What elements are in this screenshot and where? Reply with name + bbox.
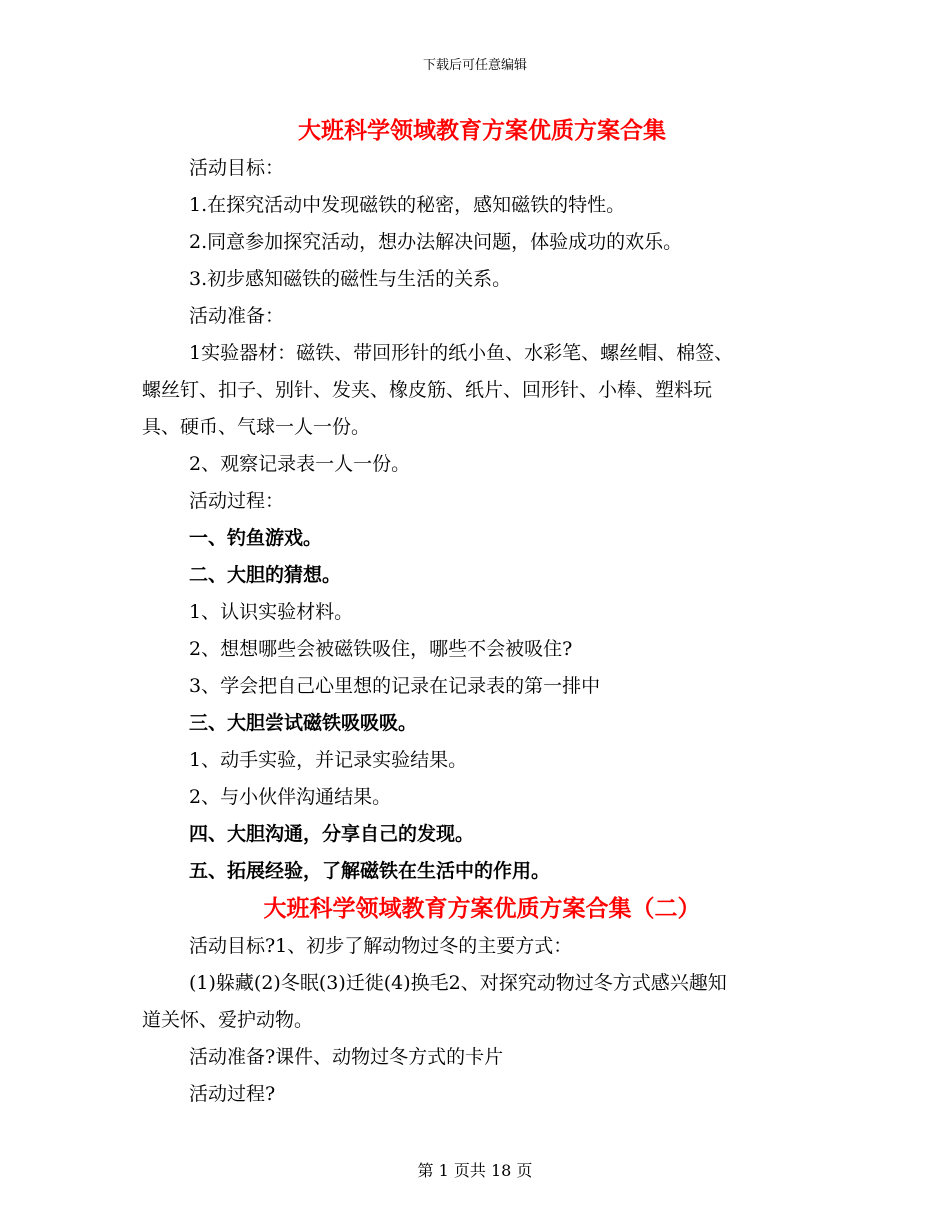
page-footer: 第 1 页共 18 页 <box>417 1161 533 1180</box>
section-1-heading: 五、拓展经验，了解磁铁在生活中的作用。 <box>189 860 551 882</box>
section-1-line: 1、动手实验，并记录实验结果。 <box>189 749 468 771</box>
section-1-heading: 三、大胆尝试磁铁吸吸吸。 <box>189 712 418 734</box>
section-1-line: 2、与小伙伴沟通结果。 <box>189 786 392 808</box>
section-1-line: 活动准备： <box>189 305 285 327</box>
section-1-line: 1实验器材：磁铁、带回形针的纸小鱼、水彩笔、螺丝帽、棉签、 <box>189 342 734 364</box>
section-1-heading: 四、大胆沟通，分享自己的发现。 <box>189 823 475 845</box>
section-1-line: 1.在探究活动中发现磁铁的秘密，感知磁铁的特性。 <box>189 194 626 216</box>
section-2-line: (1)躲藏(2)冬眠(3)迁徙(4)换毛2、对探究动物过冬方式感兴趣知 <box>189 972 727 994</box>
section-1-line: 螺丝钉、扣子、别针、发夹、橡皮筋、纸片、回形针、小棒、塑料玩 <box>142 379 713 401</box>
section-1-line: 3、学会把自己心里想的记录在记录表的第一排中 <box>189 675 601 697</box>
section-2-line: 活动目标?1、初步了解动物过冬的主要方式： <box>189 935 573 957</box>
section-2-line: 活动过程? <box>189 1083 276 1105</box>
section-2-line: 活动准备?课件、动物过冬方式的卡片 <box>189 1046 504 1068</box>
document-body <box>142 112 822 1113</box>
section-1-heading: 二、大胆的猜想。 <box>189 564 342 586</box>
section-1-line: 1、认识实验材料。 <box>189 601 354 623</box>
section-1-title: 大班科学领域教育方案优质方案合集 <box>298 117 666 144</box>
page-header: 下载后可任意编辑 <box>422 58 527 73</box>
section-2-line: 道关怀、爱护动物。 <box>142 1009 314 1031</box>
section-1-line: 2、观察记录表一人一份。 <box>189 453 411 475</box>
section-2-title: 大班科学领域教育方案优质方案合集（二） <box>263 895 701 922</box>
section-1-line: 活动目标： <box>189 157 285 179</box>
section-1-line: 3.初步感知磁铁的磁性与生活的关系。 <box>189 268 512 290</box>
section-1-line: 2.同意参加探究活动，想办法解决问题，体验成功的欢乐。 <box>189 231 683 253</box>
section-1-line: 活动过程： <box>189 490 285 512</box>
section-1-heading: 一、钓鱼游戏。 <box>189 527 323 549</box>
section-1-line: 具、硬币、气球一人一份。 <box>142 416 371 438</box>
section-1-line: 2、想想哪些会被磁铁吸住，哪些不会被吸住? <box>189 638 573 660</box>
